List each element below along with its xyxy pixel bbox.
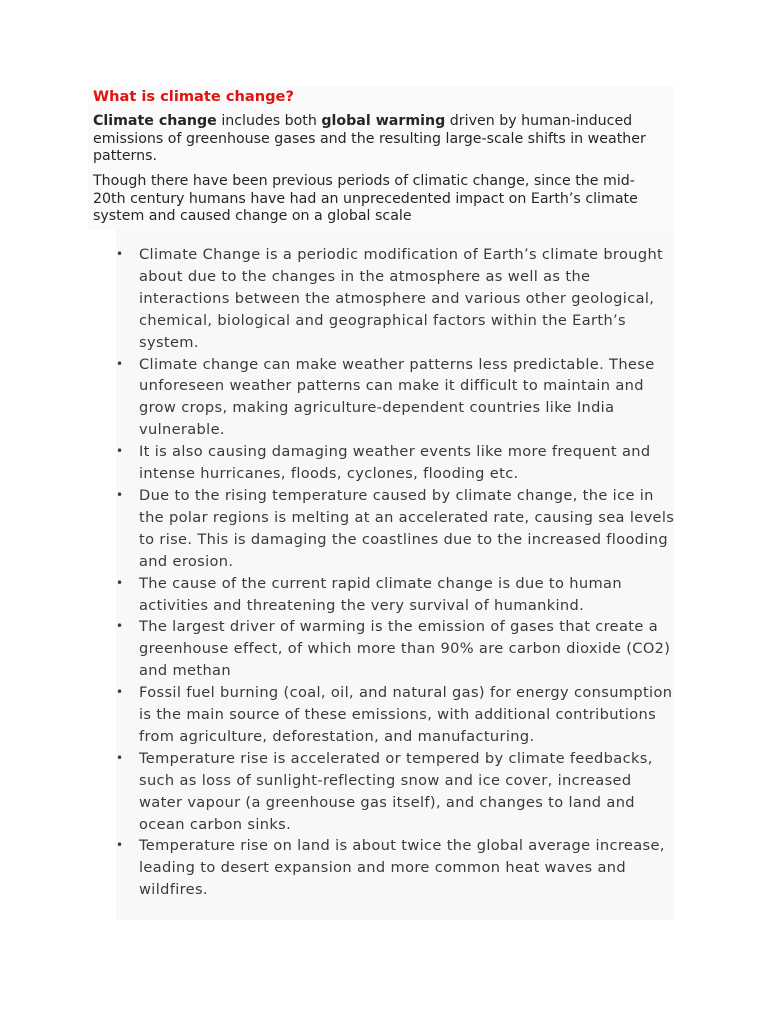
bullet-item-3 xyxy=(116,441,676,485)
bullet-marker-icon: • xyxy=(116,838,124,853)
bullet-text: Fossil fuel burning (coal, oil, and natural gas) for energy consumption is the main source of these emissions, with additional contributions from agriculture, deforestation, and manufacturing. xyxy=(139,684,673,745)
bullet-list xyxy=(116,244,676,901)
bullet-text: Climate change can make weather patterns less predictable. These unforeseen weather patterns can make it difficult to maintain and grow crops, making agriculture-dependent countries like India vulnerable. xyxy=(139,355,655,439)
intro-paragraph xyxy=(93,113,653,166)
bullet-item-6 xyxy=(116,616,676,682)
bullet-item-7 xyxy=(116,682,676,748)
bullet-marker-icon: • xyxy=(116,487,124,502)
term-global-warming: global warming xyxy=(321,113,446,129)
bullet-item-1 xyxy=(116,244,676,354)
bullet-marker-icon: • xyxy=(116,575,124,590)
bullet-item-8 xyxy=(116,748,676,836)
bullet-text: The largest driver of warming is the emission of gases that create a greenhouse effect, of which more than 90% are carbon dioxide (CO2) and methan xyxy=(139,618,671,680)
bullet-item-4 xyxy=(116,485,676,573)
bullet-text: The cause of the current rapid climate change is due to human activities and threatening the very survival of humankind. xyxy=(139,574,622,614)
bullet-item-5 xyxy=(116,573,676,617)
bullet-text: Climate Change is a periodic modification of Earth’s climate brought about due to the changes in the atmosphere as well as the interactions between the atmosphere and various other geological, chemical, biological and geographical factors within the Earth’s system. xyxy=(139,246,664,351)
bullet-text: Temperature rise is accelerated or tempered by climate feedbacks, such as loss of sunlight-reflecting snow and ice cover, increased water vapour (a greenhouse gas itself), and changes to land and ocean carbon sinks. xyxy=(139,749,653,833)
bullet-item-2 xyxy=(116,354,676,442)
bullet-marker-icon: • xyxy=(116,356,124,371)
intro-text-2: driven by human-induced emissions of greenhouse gases and the resulting large-scale shifts in weather patterns. xyxy=(93,113,646,164)
bullet-text: Temperature rise on land is about twice the global average increase, leading to desert expansion and more common heat waves and wildfires. xyxy=(139,837,665,899)
context-paragraph: Though there have been previous periods of climatic change, since the mid-20th century humans have had an unprecedented impact on Earth’s climate system and caused change on a global scale xyxy=(93,173,638,224)
bullet-marker-icon: • xyxy=(116,247,124,261)
bullet-marker-icon: • xyxy=(116,444,124,459)
bullet-marker-icon: • xyxy=(116,750,124,765)
intro-text-1: includes both xyxy=(216,113,322,129)
bullet-text: Due to the rising temperature caused by climate change, the ice in the polar regions is melting at an accelerated rate, causing sea levels to rise. This is damaging the coastlines due to the increased flooding and erosion. xyxy=(139,486,675,570)
page-heading: What is climate change? xyxy=(93,88,294,105)
bullet-text: It is also causing damaging weather events like more frequent and intense hurricanes, floods, cyclones, flooding etc. xyxy=(139,443,651,483)
term-climate-change: Climate change xyxy=(93,113,217,129)
bullet-marker-icon: • xyxy=(116,619,124,634)
bullet-marker-icon: • xyxy=(116,685,124,700)
bullet-item-9 xyxy=(116,835,676,901)
